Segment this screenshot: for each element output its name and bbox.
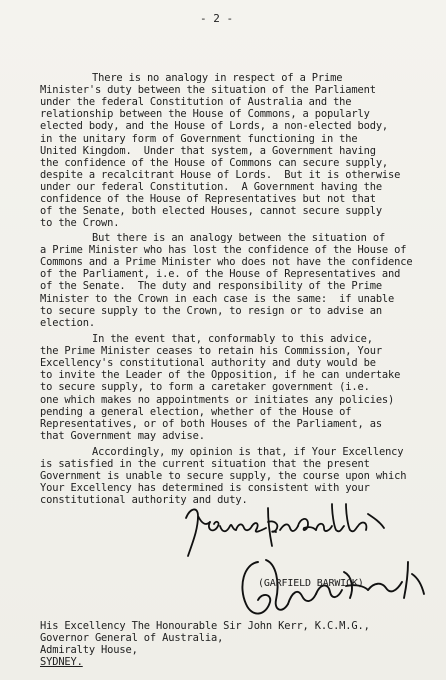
body-line: Excellency's constitutional authority and duty would be <box>40 357 376 370</box>
body-line: a Prime Minister who has lost the confidence of the House of <box>40 244 407 257</box>
body-line: constitutional authority and duty. <box>40 494 248 507</box>
body-line: of the Parliament, i.e. of the House of Representatives and <box>40 268 401 281</box>
body-line: There is no analogy in respect of a Prime <box>92 72 343 84</box>
body-line: the confidence of the House of Commons can secure supply, <box>40 156 389 169</box>
body-line: under our federal Constitution. A Government having the <box>40 180 382 193</box>
body-line: Minister's duty between the situation of the Parliament <box>40 84 376 97</box>
body-line: under the federal Constitution of Australia and the <box>40 96 352 109</box>
body-line: to the Crown. <box>40 217 120 230</box>
body-line: United Kingdom. Under that system, a Government having <box>40 144 376 157</box>
body-line: Government is unable to secure supply, the course upon which <box>40 470 407 483</box>
body-line: In the event that, conformably to this advice, <box>92 333 373 345</box>
body-line: despite a recalcitrant House of Lords. But it is otherwise <box>40 168 401 181</box>
body-line: relationship between the House of Commons, a popularly <box>40 108 370 121</box>
body-line: Representatives, or of both Houses of the Parliament, as <box>40 417 382 430</box>
signature-name: (GARFIELD BARWICK) <box>258 578 364 589</box>
body-line: election. <box>40 316 95 329</box>
body-line: Accordingly, my opinion is that, if Your Excellency <box>92 446 404 458</box>
body-line: Minister to the Crown in each case is the same: if unable <box>40 292 395 305</box>
body-line: to secure supply, to form a caretaker government (i.e. <box>40 381 370 394</box>
body-line: the Prime Minister ceases to retain his Commission, Your <box>40 345 382 358</box>
body-line: Your Excellency has determined is consistent with your <box>40 482 370 495</box>
body-line: pending a general election, whether of the House of <box>40 405 352 418</box>
body-line: one which makes no appointments or initiates any policies) <box>40 393 395 406</box>
body-line: that Government may advise. <box>40 429 205 442</box>
body-line: is satisfied in the current situation that the present <box>40 458 370 471</box>
addressee-line: Admiralty House, <box>40 644 138 656</box>
body-line: of the Senate. The duty and responsibility of the Prime <box>40 280 382 293</box>
body-line: Commons and a Prime Minister who does not have the confidence <box>40 256 413 269</box>
body-line: of the Senate, both elected Houses, cannot secure supply <box>40 205 382 218</box>
body-line: elected body, and the House of Lords, a non-elected body, <box>40 120 389 133</box>
body-line: confidence of the House of Representatives but not that <box>40 193 376 205</box>
addressee-line: Governor General of Australia, <box>40 632 224 644</box>
body-line: to secure supply to the Crown, to resign or to advise an <box>40 304 382 317</box>
page-number: - 2 - <box>200 12 234 25</box>
body-line: to invite the Leader of the Opposition, if he can undertake <box>40 369 401 382</box>
addressee-line: His Excellency The Honourable Sir John Kerr, K.C.M.G., <box>40 620 370 632</box>
body-line: in the unitary form of Government functioning in the <box>40 132 358 145</box>
addressee-line: SYDNEY. <box>40 656 83 668</box>
body-line: But there is an analogy between the situation of <box>92 232 386 244</box>
